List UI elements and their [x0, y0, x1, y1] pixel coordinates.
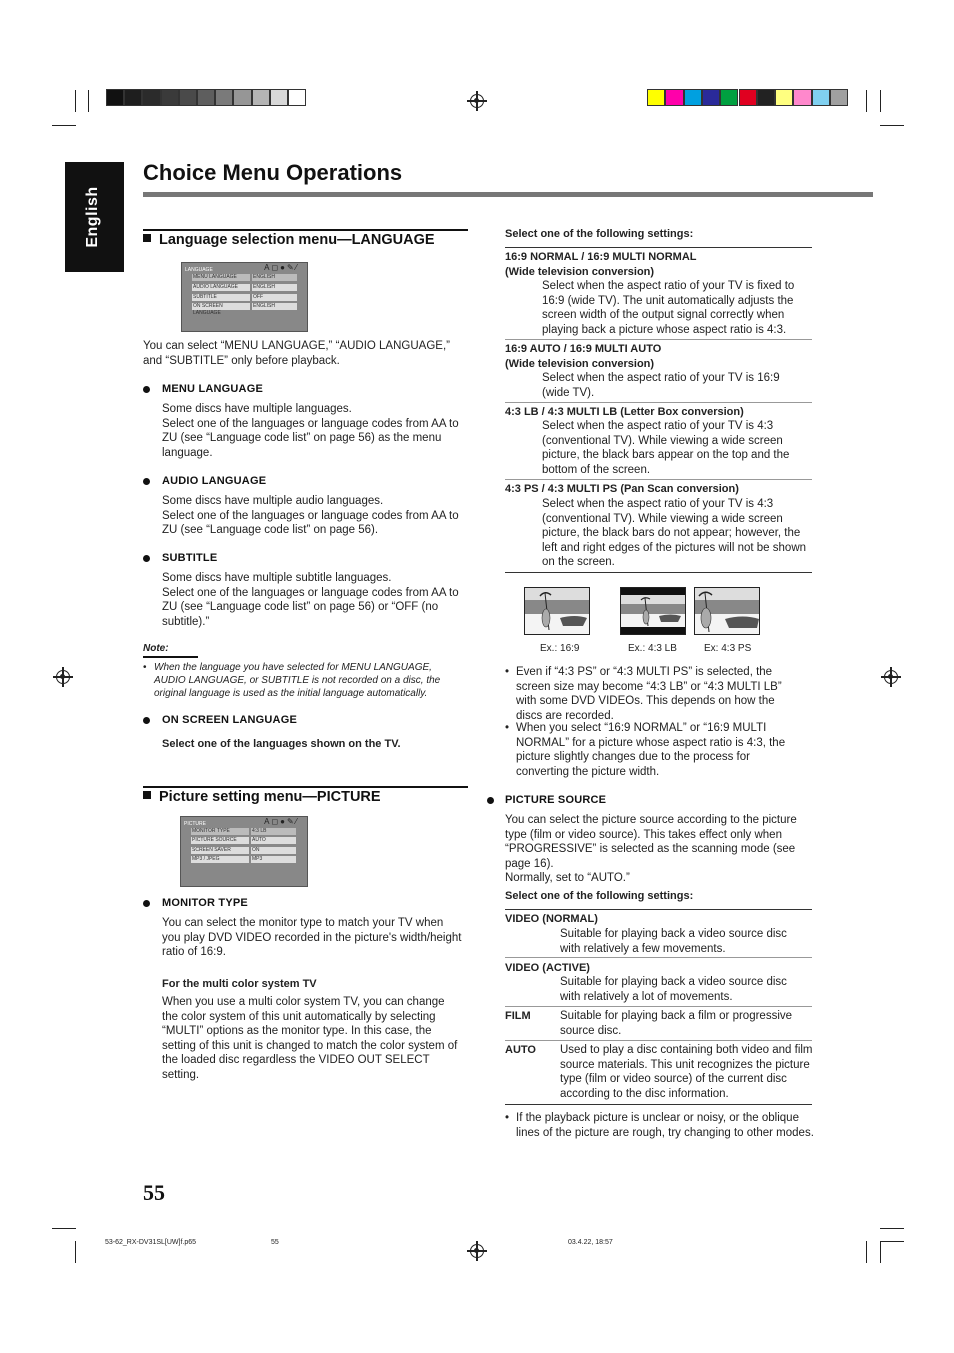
gray-swatch	[197, 89, 215, 106]
final-note-bullet: •	[505, 1112, 510, 1124]
source-option-desc: Suitable for playing back a video source disc with relatively a few movements.	[560, 928, 787, 955]
on-screen-language-heading: ON SCREEN LANGUAGE	[162, 714, 297, 726]
language-intro: You can select “MENU LANGUAGE,” “AUDIO LANGUAGE,” and “SUBTITLE” only before playback.	[143, 340, 450, 367]
menu-row-key: PICTURE SOURCE	[191, 837, 249, 844]
note-rule	[143, 656, 198, 658]
crop-mark	[88, 90, 89, 112]
monitor-type-heading: MONITOR TYPE	[162, 897, 248, 909]
table-rule	[505, 1006, 812, 1007]
source-option-name: VIDEO (ACTIVE)	[505, 962, 590, 974]
menu-row-value: ENGLISH	[252, 274, 297, 281]
audio-language-heading: AUDIO LANGUAGE	[162, 475, 267, 487]
menu-language-text	[162, 402, 470, 460]
on-screen-language-text: Select one of the languages shown on the TV.	[162, 738, 401, 750]
crop-mark	[880, 1241, 881, 1263]
monitor-select-heading: Select one of the following settings:	[505, 228, 694, 240]
source-option-desc: Suitable for playing back a film or progressive source disc.	[560, 1010, 793, 1037]
page-number: 55	[143, 1180, 165, 1205]
table-rule	[505, 957, 812, 958]
footer-date: 03.4.22, 18:57	[568, 1239, 613, 1246]
menu-language-heading: MENU LANGUAGE	[162, 383, 263, 395]
bullet-icon	[143, 478, 150, 485]
table-rule	[505, 339, 812, 340]
menu-row-value: AUTO	[251, 837, 296, 844]
registration-mark-icon	[470, 1244, 484, 1258]
color-swatch	[757, 89, 775, 106]
menu-row	[192, 294, 297, 301]
picture-section-title: Picture setting menu—PICTURE	[159, 789, 381, 805]
bullet-icon	[143, 386, 150, 393]
gray-swatch	[270, 89, 288, 106]
table-rule	[505, 247, 812, 248]
crop-mark	[866, 90, 867, 112]
gray-swatch	[288, 89, 306, 106]
crop-mark	[866, 1241, 867, 1263]
picture-source-default: Normally, set to “AUTO.”	[505, 872, 630, 884]
footer-page: 55	[271, 1239, 279, 1246]
monitor-option-title: 4:3 PS / 4:3 MULTI PS (Pan Scan conversion)	[505, 483, 739, 495]
menu-row-key: MP3 / JPEG	[191, 856, 249, 863]
gray-swatch	[252, 89, 270, 106]
monitor-option-desc: Select when the aspect ratio of your TV is fixed to 16:9 (wide TV). The unit automatically adjusts the screen width of the output signal correctly when playing back a picture whose aspect ratio is 4:3.	[542, 280, 795, 336]
registration-mark-icon	[884, 670, 898, 684]
example-picture-4-3-lb	[620, 587, 686, 635]
menu-row	[192, 284, 297, 291]
side-tab-label: English	[84, 186, 101, 248]
menu-row	[192, 303, 297, 316]
crop-mark	[880, 1241, 904, 1242]
crop-mark	[75, 1241, 76, 1263]
example-caption: Ex.: 4:3 LB	[628, 643, 677, 654]
monitor-option-title	[505, 342, 661, 371]
language-menu-screenshot	[181, 262, 308, 332]
menu-language-line: Some discs have multiple languages.	[162, 403, 352, 415]
crop-mark	[52, 1228, 76, 1229]
monitor-option-desc: Select when the aspect ratio of your TV is 4:3 (conventional TV). While viewing a wide screen picture, the black bars appear on the top and the bottom of the screen.	[542, 420, 790, 476]
table-rule	[505, 402, 812, 403]
monitor-note: When you select “16:9 NORMAL” or “16:9 MULTI NORMAL” for a picture whose aspect ratio is 4:3, the picture slightly changes due to the process for converting the picture width.	[516, 722, 786, 778]
source-select-heading: Select one of the following settings:	[505, 890, 694, 902]
source-option-name: VIDEO (NORMAL)	[505, 913, 598, 925]
bullet-icon	[143, 555, 150, 562]
table-rule	[505, 1040, 812, 1041]
final-note: If the playback picture is unclear or noisy, or the oblique lines of the picture are rough, try changing to other modes.	[516, 1112, 814, 1139]
audio-language-line: Select one of the languages or language codes from AA to ZU (see “Language code list” on page 56).	[162, 509, 459, 537]
menu-language-line: Select one of the languages or language codes from AA to ZU (see “Language code list” on page 56) as the menu language.	[162, 417, 459, 459]
gray-swatch	[215, 89, 233, 106]
monitor-option-title: 4:3 LB / 4:3 MULTI LB (Letter Box conversion)	[505, 406, 744, 418]
gray-swatch	[124, 89, 142, 106]
monitor-note-bullet: •	[505, 722, 510, 734]
menu-icons: A◻●✎⁄	[264, 263, 299, 272]
table-rule	[505, 572, 812, 573]
menu-row	[192, 274, 297, 281]
example-picture-16-9	[524, 587, 590, 635]
language-section-heading	[143, 232, 435, 248]
section-rule	[143, 229, 468, 231]
color-swatch	[830, 89, 848, 106]
menu-row	[191, 837, 296, 844]
menu-row-key: AUDIO LANGUAGE	[192, 284, 250, 291]
table-rule	[505, 1104, 812, 1105]
menu-row-key: SCREEN SAVER	[191, 847, 249, 854]
menu-row-value: MP3	[251, 856, 296, 863]
gray-swatch	[142, 89, 160, 106]
color-swatch	[812, 89, 830, 106]
menu-row-value: 4:3 LB	[251, 828, 296, 835]
menu-row-key: SUBTITLE	[192, 294, 250, 301]
menu-row-key: MONITOR TYPE	[191, 828, 249, 835]
menu-title: PICTURE	[184, 821, 206, 827]
picture-source-text: You can select the picture source according to the picture type (film or video source). This takes effect only when “PROGRESSIVE” is selected as the scanning mode (see page 16).	[505, 814, 797, 870]
gray-swatch	[161, 89, 179, 106]
color-swatch	[647, 89, 665, 106]
picture-menu-screenshot	[180, 816, 308, 887]
option-title-line: (Wide television conversion)	[505, 357, 655, 370]
menu-row-value: ENGLISH	[252, 303, 297, 310]
color-swatch	[702, 89, 720, 106]
subtitle-heading: SUBTITLE	[162, 552, 218, 564]
monitor-type-text: You can select the monitor type to match your TV when you play DVD VIDEO recorded in the picture's width/height ratio of 16:9.	[162, 917, 462, 959]
table-rule	[505, 479, 812, 480]
menu-title: LANGUAGE	[185, 267, 213, 273]
color-swatch	[720, 89, 738, 106]
registration-mark-icon	[56, 670, 70, 684]
language-section-title: Language selection menu—LANGUAGE	[159, 232, 435, 248]
example-picture-4-3-ps	[694, 587, 760, 635]
source-option-desc: Suitable for playing back a video source disc with relatively a lot of movements.	[560, 976, 787, 1003]
menu-row-value: ENGLISH	[252, 284, 297, 291]
menu-row-key: MENU LANGUAGE	[192, 274, 250, 281]
gray-swatch	[233, 89, 251, 106]
source-option-name: AUTO	[505, 1044, 536, 1056]
page-title: Choice Menu Operations	[143, 160, 403, 185]
table-rule	[505, 909, 812, 910]
bullet-icon	[143, 900, 150, 907]
color-swatch	[665, 89, 683, 106]
monitor-note-bullet: •	[505, 666, 510, 678]
bullet-icon	[143, 717, 150, 724]
crop-mark	[880, 90, 881, 112]
square-bullet-icon	[143, 791, 151, 799]
multi-color-heading: For the multi color system TV	[162, 978, 317, 990]
source-option-desc: Used to play a disc containing both video and film source materials. This unit recognizes the picture type (film or video source) of the current disc according to the disc information.	[560, 1044, 813, 1100]
color-swatch	[739, 89, 757, 106]
monitor-note: Even if “4:3 PS” or “4:3 MULTI PS” is selected, the screen size may become “4:3 LB” or “4:3 MULTI LB” with some DVD VIDEOs. This depends on how the discs are recorded.	[516, 666, 782, 722]
note-bullet: •	[143, 662, 147, 673]
gray-swatch	[179, 89, 197, 106]
monitor-option-desc: Select when the aspect ratio of your TV is 16:9 (wide TV).	[542, 372, 780, 399]
gray-swatch	[106, 89, 124, 106]
menu-row-value: ON	[251, 847, 296, 854]
option-title-line: 16:9 AUTO / 16:9 MULTI AUTO	[505, 343, 662, 355]
example-caption: Ex.: 16:9	[540, 643, 580, 654]
section-rule	[143, 786, 468, 788]
subtitle-line: Select one of the languages or language codes from AA to ZU (see “Language code list” on page 56) or “OFF (no subtitle).”	[162, 586, 459, 628]
option-title-line: (Wide television conversion)	[505, 265, 655, 278]
crop-mark	[52, 125, 76, 126]
menu-row-key: ON SCREEN LANGUAGE	[192, 303, 250, 310]
menu-row	[191, 847, 296, 854]
crop-mark	[75, 90, 76, 112]
color-swatch	[775, 89, 793, 106]
source-option-name: FILM	[505, 1010, 531, 1022]
example-caption: Ex: 4:3 PS	[704, 643, 752, 654]
note-label: Note:	[143, 643, 169, 654]
menu-row	[191, 856, 296, 863]
crop-mark	[880, 125, 904, 126]
color-swatch	[684, 89, 702, 106]
crop-mark	[880, 1228, 904, 1229]
picture-section-heading	[143, 789, 381, 805]
monitor-option-desc: Select when the aspect ratio of your TV is 4:3 (conventional TV). While viewing a wide screen picture, the black bars do not appear; however, the left and right edges of the pictures will not be shown on the screen.	[542, 498, 807, 569]
monitor-option-title	[505, 250, 697, 279]
subtitle-text	[162, 571, 470, 629]
footer-filename: 53-62_RX-DV31SL[UW]f.p65	[105, 1239, 197, 1246]
menu-icons: A◻●✎⁄	[264, 817, 299, 826]
menu-row-value: OFF	[252, 294, 297, 301]
registration-mark-icon	[470, 94, 484, 108]
subtitle-line: Some discs have multiple subtitle languages.	[162, 572, 392, 584]
audio-language-text	[162, 494, 470, 538]
audio-language-line: Some discs have multiple audio languages.	[162, 495, 384, 507]
option-title-line: 16:9 NORMAL / 16:9 MULTI NORMAL	[505, 251, 697, 263]
multi-color-text: When you use a multi color system TV, you can change the color system of this unit automatically by selecting “MULTI” options as the monitor type. In this case, the setting of this unit is changed to match the color system of the loaded disc regardless the VIDEO OUT SELECT setting.	[162, 996, 458, 1081]
color-swatch	[793, 89, 811, 106]
menu-row	[191, 828, 296, 835]
bullet-icon	[487, 797, 494, 804]
picture-source-heading: PICTURE SOURCE	[505, 794, 607, 806]
title-rule	[143, 192, 873, 197]
note-text: When the language you have selected for MENU LANGUAGE, AUDIO LANGUAGE, or SUBTITLE is not recorded on a disc, the original language is used as the initial language automatically.	[154, 662, 441, 699]
square-bullet-icon	[143, 234, 151, 242]
